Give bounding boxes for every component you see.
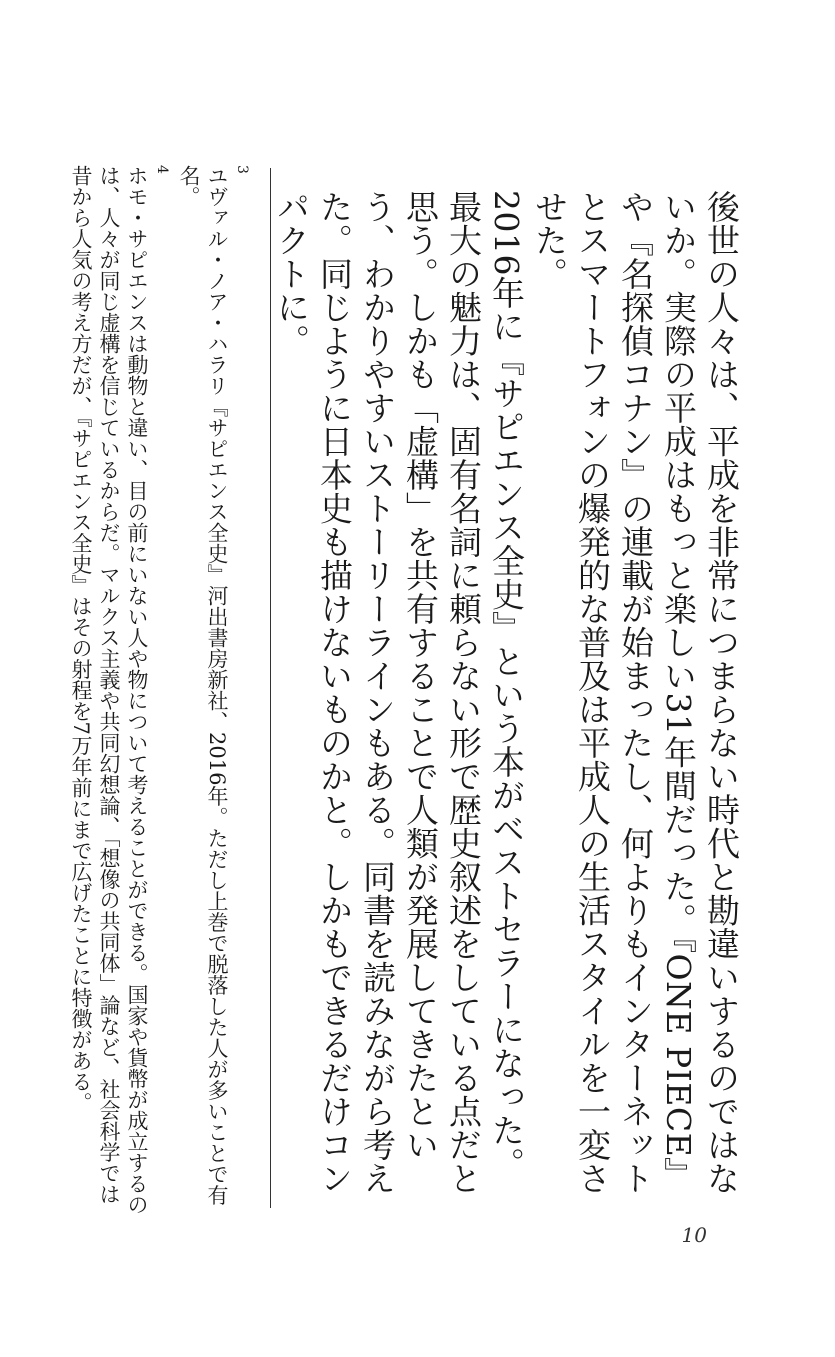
footnote-3 bbox=[173, 165, 253, 1215]
footnote-number: 4 bbox=[154, 165, 170, 174]
main-text-block bbox=[273, 190, 743, 1200]
footnotes bbox=[69, 165, 253, 1215]
paragraph-2: 2016年に『サピエンス全史』という本がベストセラーになった。最大の魅力は、固有名詞に頼らない形で歴史叙述をしている点だと思う。しかも「虚構」を共有することで人類が発展してきたという、わかりやすいストーリーラインもある。同書を読みながら考えた。同じように日本史も描けないものかと。しかもできるだけコンパクトに。 bbox=[272, 190, 526, 1195]
page-number: 10 bbox=[681, 1223, 707, 1247]
footnote-4 bbox=[65, 165, 173, 1215]
footnote-text: ホモ・サピエンスは動物と違い、目の前にいない人や物について考えることができる。国家や貨幣が成立するのは、人々が同じ虚構を信じているからだ。マルクス主義や共同幻想論、「想像の共同体」論など、社会科学では昔から人気の考え方だが、『サピエンス全史』はその射程を7万年前にまで広げたことに特徴がある。 bbox=[69, 165, 149, 1215]
paragraph-1: 後世の人々は、平成を非常につまらない時代と勘違いするのではないか。実際の平成はもっと楽しい31年間だった。『ONE PIECE』や『名探偵コナン』の連載が始まったし、何よりもインターネットとスマートフォンの爆発的な普及は平成人の生活スタイルを一変させた。 bbox=[530, 190, 741, 1195]
footnote-divider bbox=[270, 168, 271, 1208]
footnote-text: ユヴァル・ノア・ハラリ『サピエンス全史』河出書房新社、2016年。ただし上巻で脱落した人が多いことで有名。 bbox=[177, 165, 229, 1206]
footnote-number: 3 bbox=[234, 165, 250, 174]
